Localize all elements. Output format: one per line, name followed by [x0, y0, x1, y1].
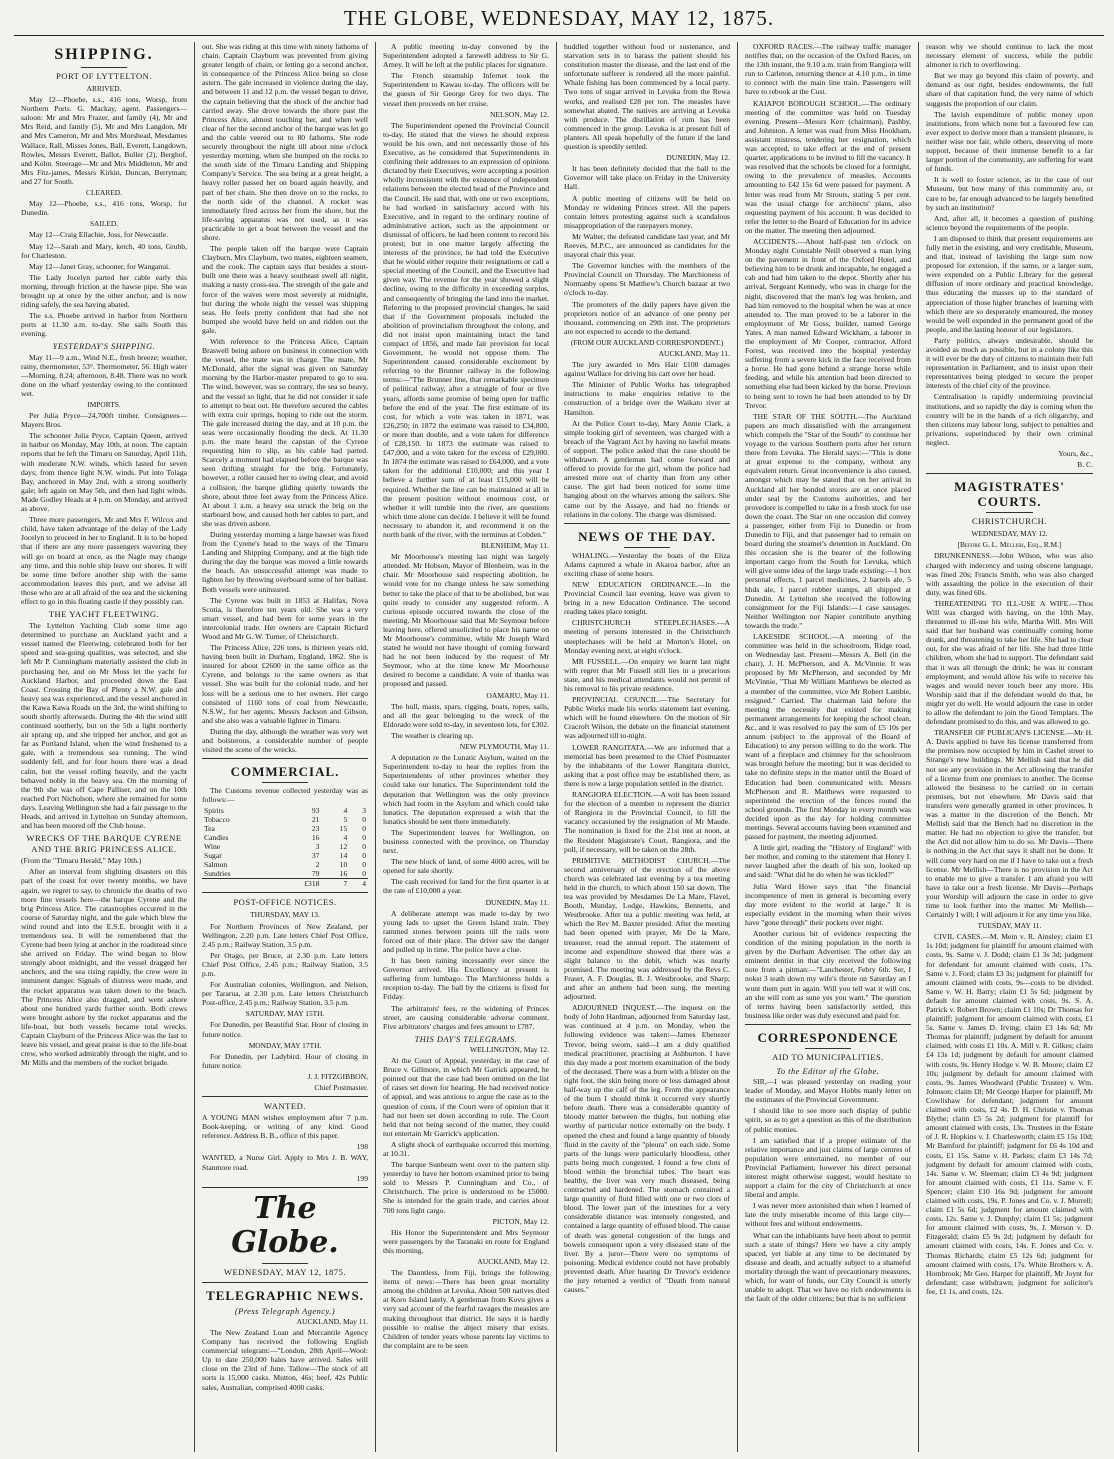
source-note: (From the "Timaru Herald," May 10th.) [21, 856, 142, 866]
courts-date: TUESDAY, MAY 11. [977, 921, 1042, 931]
classified-ad: A YOUNG MAN wishes employment after 7 p.m. Book-keeping, or writing of any kind. Good reference. Address B. B., office of this paper. [202, 1113, 368, 1141]
news-item: PROVINCIAL COUNCIL.—The Secretary for Public Works made his works statement last evening, which will be found elsewhere. On the motion of Sir Cracroft Wilson, the debate on the financial statement was adjourned till to-night. [564, 695, 730, 741]
table-total-row: £318 7 4 [202, 879, 368, 889]
column-2 [195, 42, 376, 1452]
article-paragraph: The cash received for land for the first quarter is at the rate of £10,000 a year. [383, 877, 549, 896]
article-paragraph: The Superintendent opened the Provincial Council to-day. He stated that the views he should express would be his own, and not necessarily those of his Executive, as he considered that Superintendents in confining their addresses to an expression of opinions dictated by their Executives, were accepting a position wholly inconsistent with the existence of independent relations between the elected head of the Province and the Council. He said that, with one or two exceptions, he had worked in satisfactory accord with his Executive, and in regard to the ordinary routine of administrative action, such as the appointment or dismissal of officers, he had been content to record his protest; but in one matter largely affecting the interests of the province, he had told the Executive that he would either require their resignations or call a special meeting of the Council, and the Executive had given way. The revenue for the year showed a slight decline, owing to the difficulty in exceeding surplus, and consequently of bringing the land into the market. Referring to the proposed provincial changes, he said that if the Government proposals included the abolition of provincialism throughout the colony, and did not insist upon maintaining intact the land compact of 1856, and made fair provision for local Government, he would not oppose them. The Superintendent caused considerable excitement by referring to the Brunner railway in the following terms:—"The Brunner line, that remarkable specimen of political railway, after a struggle of four or five years, affords some promise of being open for traffic before the end of the year. The first estimate of its cost, for which a vote was taken in 1871, was £26,250; in 1872 the estimate was raised to £34,800, or more than double, and a vote taken for difference of £28,150. In 1873 the estimate was raised to £47,000, and a vote taken for the excess of £29,000. In 1874 the estimate was raised to £64,000, and a vote taken for the additional £10,000; and this year I believe a further sum of at least £15,000 will be required. Whether the line can be maintained at all in the present position without enormous cost, or whether it will tumble into the river, are questions which time alone can decide. I believe it will be found necessary to abandon it, and recommend it on the north bank of the river, with the terminus at Cobden." [383, 120, 549, 539]
article-paragraph: It has been definitely decided that the ball to the Governor will take place on Friday in the University Hall. [564, 164, 730, 192]
divider [805, 1048, 851, 1049]
article-paragraph: The Lady Jocelyn parted her cable early this morning, through friction at the hawse pipe. She was brought up at once by the other anchor, and is now riding safely, the sea having abated. [21, 272, 187, 310]
article-paragraph: May 11—9 a.m., Wind N.E., fresh breeze; weather, rainy, thermometer, 53°. Thermometer, 56. High water—Morning, 8.24; afternoon, 8.48. There was no work done on the wharf yesterday owing to the continued wet. [21, 352, 187, 398]
court-case: TRANSFER OF PUBLICAN'S LICENSE.—Mr H. A. Davis applied to have his license transferred from the premises now occupied by him in Cashel street to Strange's new buildings. Mr Mellish said that he did not see any provision in the Act allowing the transfer of a license from one premises to another. The license allowed the business to be carried on in certain premises, but not elsewhere. Mr Davis said that transfers were generally granted in other provinces. It was a matter in the discretion of the Bench. Mr Mellish said that the Bench had no discretion in the matter. He had no objection to give the transfer, but the Act did not allow him to do so. Mr Davis—There is nothing in the Act that says it shall not be done. It will come very hard on me if I have to take out a fresh license. Mr Mellish—There is no provision in the Act to enable me to give a transfer. I am afraid you will have to take out a fresh license. Mr Davis—Perhaps your Worship will adjourn the case in order to give time to look further into the matter. Mr Mellish—Certainly I will; I will adjourn it for any time you like. [926, 728, 1093, 920]
telegraphic-sub: (Press Telegraph Agency.) [234, 1306, 336, 1316]
article-paragraph: Three more passengers, Mr and Mrs F. Wilcox and child, have taken advantage of the delay of the Lady Jocelyn to proceed in her to England. It is to be hoped that if there are any more passengers wavering they will go on board at once, as the Nagle may change any time, and this noble ship leave our shores. It will be some time before another ship with the same accommodation leaves this port, and we advise all those who are at all afraid of the sea and the sickening effect to go in this floating castle if they possibly can. [21, 515, 187, 606]
article-paragraph: The French steamship Infernet took the Superintendent to Kawau to-day. The officers will be the guests of Sir George Grey for two days. The vessel then proceeds on her cruise. [383, 71, 549, 108]
correspondence-heading: CORRESPONDENCE [757, 1029, 899, 1045]
letter-paragraph: I am disposed to think that present requirements are fully met in the existing, and very creditable, Museum, and that, instead of lavishing the large sum now proposed for extension, if the same, or a larger sum, were expended on a Public Library for the general diffusion of more ordinary and practical knowledge, thus educating the masses up to the standard of appreciation of those higher branches of learning with which there are so desperately enamoured, the money would be well expended in the permanent good of the people, and the lasting honour of our legislators. [926, 233, 1093, 334]
table-row: Sundries 79 16 0 [204, 869, 366, 879]
court-case: DRUNKENNESS.—John Wilson, who was also charged with indecency and using obscene language, was fined 20s; Francis Smith, who was also charged with assaulting the police in the execution of their duty, was fined 60s. [926, 551, 1093, 597]
news-item: A little girl, reading the "History of England" with her mother, and coming to the statement that Henry I. never laughed after the death of his son, looked up and said: "What did he do when he was tickled?" [745, 843, 911, 880]
article-paragraph: A slight shock of earthquake occurred this morning at 10.31. [383, 1139, 549, 1158]
table-row: Sugar 37 14 0 [204, 851, 366, 861]
article-paragraph: The Superintendent leaves for Wellington, on business connected with the province, on Thursday next. [383, 827, 549, 856]
globe-date: WEDNESDAY, MAY 12, 1875. [223, 1266, 347, 1277]
news-item: LAKESIDE SCHOOL.—A meeting of the committee was held in the schoolroom, Ridge road, on Wednesday last. Present—Messrs A. Bell (in the chair), J. H. McPherson, and A. McVinnie. It was proposed by Mr McPherson, and seconded by Mr McVinnie, "That Mr William Matthews be elected as a member of the committee, vice Mr Robert Lambie, resigned." Carried. The chairman laid before the meeting the necessity that existed for making permanent arrangements for keeping the school clean, &c, and it was resolved to pay the sum of £5 10s per annum (subject to the approval of the Board of Education) to any person willing to do the work. The want of a fireplace and chimney for the schoolroom was brought before the meeting; but it was decided to take no definite steps in the matter until the Board of Education had been communicated with. Messrs McPherson and R. Matthews were requested to superintend the erection of the fences round the school grounds. The first Monday in every month was decided upon as the day for holding committee meetings. Several accounts having been examined and passed for payment, the meeting adjourned. [745, 632, 911, 842]
letter-paragraph: I should like to see more such display of public spirit, so as to get a question as this of the distribution of public monies. [745, 1106, 911, 1134]
news-item: ADJOURNED INQUEST.—The inquest on the body of John Hardman, adjourned from Saturday last, was continued at 4 p.m. on Monday, when the following evidence was taken:—James Ebenezer Trevor, being sworn, said—I am a duly qualified medical practitioner, practising at Ashburton. I have this day made a post mortem examination of the body of the deceased. There was a burn with a blister on the right foot, the skin being more or less damaged about half-way up the calf of the leg. From the appearance of the burn I should think it occurred very shortly before death. There was a considerable quantity of bloody matter between the thighs, but nothing else worthy of particular notice externally on the body. I opened the chest and found a large quantity of bloody fluid in the cavity of the "pleura" on each side. Some parts of the lungs were particularly bloodless, other parts being much congested. I found a few clots of blood within the bronchial tubes. The heart was healthy, the liver was very much diseased, being contracted and hardened. The stomach contained a large quantity of fluid filled with one or two clots of blood. The lower part of the intestines for a very considerable distance was intensely congested, and contained a large quantity of effused blood. The cause of death was general congestion of the lungs and bowels consequent upon a very diseased state of the liver. By a juror—There were no symptoms of poisoning. Medical evidence could not have probably prevented death. After hearing Dr Trevor's evidence the jury returned a verdict of "Death from natural causes." [564, 1003, 730, 1295]
dateline: PICTON, May 12. [492, 1216, 549, 1226]
dateline: WELLINGTON, May 12. [469, 1044, 549, 1054]
table-row: Tea 23 15 0 [204, 824, 366, 834]
divider [564, 523, 730, 524]
signature-title: Chief Postmaster. [314, 1083, 368, 1092]
table-row: Wine 3 12 0 [204, 842, 366, 852]
cleared-entry: May 12—Phoebe, s.s., 416 tons, Worsp, for Dunedin. [21, 199, 187, 218]
divider [202, 758, 368, 759]
divider [262, 782, 308, 783]
columns [14, 42, 1104, 1452]
article-paragraph: After an interval from slighting disasters on this part of the coast for over twenty months, we have again, we regret to say, to chronicle the deaths of two more fine vessels here—the barque Cyrene and the brig Princess Alice. The catastrophes occurred in the course of Saturday night, and the gale which blew the wind round and into the E.S.E. brought with it a tremendous sea. It will be remembered that the Cyrene had been lying at anchor in the roadstead since she arrived on Friday. The wind began to blow strongly about midnight, and the vessel dragged her anchors, and the sea rising rapidly, the crew were in imminent danger. Signals of distress were made, and the rocket apparatus was taken down to the beach. The Princess Alice also dragged, and went ashore about one hundred yards further south. Both crews were brought ashore by the rocket apparatus and the life-boat, but both vessels became total wrecks. Captain Clayburn of the Princess Alice was the last to leave his vessel, and great praise is due to the life-boat crew, who worked admirably through the night, and to Mr Mills and the members of the rocket brigade. [21, 867, 187, 1068]
dateline: DUNEDIN, May 11. [485, 897, 549, 907]
article-paragraph: During yesterday morning a large hawser was fixed from the Cyrene's head to the ways of the Timaru Landing and Shipping Company, and at the high tide during the day the barque was moved a little towards the beach. An unsuccessful attempt was made to lighten her by throwing overboard some of her ballast. Both vessels were uninsured. [202, 529, 368, 594]
article-paragraph: The jury awarded to Mrs Hair £100 damages against Wallace for driving his cart over her head. [564, 360, 730, 379]
divider [202, 1096, 368, 1097]
news-item: CHRISTCHURCH STEEPLECHASES.—A meeting of persons interested in the Christchurch steeplechases will be held at Morton's Hotel, on Monday evening next, at eight o'clock. [564, 618, 730, 655]
letter-paragraph: The lavish expenditure of public money upon institutions, from which none but a favoured few can ever expect to derive more than a transient pleasure, is neither wise nor fair, while others, deserving of more support, because of their immense benefit to a far larger portion of the community, are suffering for want of funds. [926, 109, 1093, 174]
telegraphic-heading: TELEGRAPHIC NEWS. [206, 1287, 364, 1303]
post-date: THURSDAY, MAY 13. [250, 910, 320, 920]
article-paragraph: The Cyrene was built in 1853 at Halifax, Nova Scotia, is therefore ten years old. She was a very smart vessel, and had been for some years in the intercolonial trade. Her owners are Captain Richard Wood and Mr G. W. Turner, of Christchurch. [202, 595, 368, 641]
divider [624, 547, 670, 548]
article-paragraph: out. She was riding at this time with ninety fathoms of chain. Captain Clayburn was prevented from giving greater length of chain, or letting go a second anchor, in consequence of the Princess Alice being so close astern. The gale increased in violence during the day, and between 11 and 12 p.m. the vessel began to drive, the captain believing that the shock of the anchor had carried away. She drove towards the shore past the Princess Alice, almost touching her, and when well clear of her the second anchor of the barque was let go and the cable veered out to 80 fathoms. She rode securely throughout the night till about nine o'clock yesterday morning, when she bumped on the rocks to the south side of the Timaru Landing and Shipping Company's Service. The sea being at a great height, a heavy roller passed her on board again heavily, and part of her chain. She then drove on to the rocks, to the north side of the channel. A rocket was immediately fired across her from the shore, but the life-saving apparatus was not used, as it was practicable to get a boat between the vessel and the shore. [202, 42, 368, 242]
article-paragraph: For Northern Provinces of New Zealand, per Wellington, 2.20 p.m. Late letters Chief Post Office, 2.45 p.m.; Railway Station, 3.5 p.m. [202, 921, 368, 949]
arrived-entry: May 12—Phoebe, s.s., 416 tons, Worsp, from Northern Ports. G. Mackay, agent. Passengers—saloon: Mr and Mrs Frazer, and family (4), Mr and Mrs Reid, and family (5), Mr and Mrs Langdon, Mr and Mrs Cameron, Mr and Mrs Morshead, Mesdames Wallace, Rall, Misses Jones, Ball, Everett, Langdown, Rowles, Messrs Everett, Ballot, Buller (2), Berghof, and Kohn. Steerage—Mr and Mrs Middleton, Mr and Mrs Fitz-james, Messrs Kirkin, Duncan, Berryman; and 27 for South. [21, 95, 187, 186]
letter-paragraph: But we may go beyond this claim of poverty, and demand as our right, besides endowments, the full share of that capitation fund, the very name of which suggests the proportion of our claim. [926, 71, 1093, 108]
news-item: NEW EDUCATION ORDINANCE.—In the Provincial Council last evening, leave was given to bring in a new Education Ordinance. The second reading takes place tonight. [564, 579, 730, 617]
article-paragraph: The s.s. Phoebe arrived in harbor from Northern ports at 11.30 a.m. to-day. She sails South this evening. [21, 311, 187, 339]
dateline: AUCKLAND, May 11. [296, 1316, 368, 1326]
column-6 [919, 42, 1100, 1452]
globe-title: The Globe. [231, 1190, 339, 1260]
signature: Yours, &c., [1058, 449, 1093, 459]
classified-ad: WANTED, a Nurse Girl. Apply to Mrs J. B. WAY, Stanmore road. [202, 1153, 368, 1172]
divider [202, 892, 368, 893]
customs-table [202, 806, 368, 888]
article-paragraph: The new block of land, of some 4000 acres, will be opened for sale shortly. [383, 857, 549, 876]
table-row: Tobacco 21 5 0 [204, 815, 366, 825]
yesterday-heading: YESTERDAY'S SHIPPING. [52, 342, 156, 352]
article-paragraph: A deputation re the Lunatic Asylum, waited on the Superintendent to-day to hear the replies from the Superintendents of other provinces whether they could take our lunatics. The Superintendent told the deputation that Wellington was the only province which had room in the Asylum and which could take lunatics. The deputation expressed a wish that the lunatics should be sent there immediately. [383, 753, 549, 826]
article-paragraph: huddled together without food or sustenance, and starvation sets in to harass the patient should his constitution master the disease, and the last end of the unfortunate sufferer is rendered all the more painful. Whale fishing has been commenced by a local party. Two tons of sugar arrived in Levuka from the Rewa works, and realised £28 per ton. The measles have somewhat abated. The natives are arriving at Levuka with produce. The distillation of rum has been commenced in the group. Levuka is at present full of planters. All speak hopefully of the future if the land question is speedily settled. [564, 42, 730, 152]
sailed-entry: May 12—Craig Ellachie, Joss, for Newcastle. [29, 230, 169, 240]
article-paragraph: The promoters of the daily papers have given the proprietors notice of an advance of one penny per thousand, commencing on 29th inst. The proprietors are not expected to accede to the demand. [564, 299, 730, 336]
letter-paragraph: I am satisfied that if a proper estimate of the relative importance and just claims of large centres of population were entertained, no member of our Provincial Parliament, however his direct personal interest might otherwise suggest, would hesitate to support a claim for the city of Christchurch at once liberal and ample. [745, 1135, 911, 1200]
article-paragraph: The hull, masts, spars, rigging, boats, ropes, sails, and all the gear belonging to the wreck of the Eldorado were sold to-day, in seventeen lots, for £302. [383, 701, 549, 729]
ad-number: 198 [356, 1142, 368, 1152]
letter-paragraph: It is well to foster science, as in the case of our Museum, but how many of this community are, or care to be, far enough advanced to be largely benefited by such an institution? [926, 175, 1093, 212]
article-paragraph: For Dunedin, per Ladybird. Hour of closing in future notice. [202, 1051, 368, 1070]
post-date: MONDAY, MAY 17TH. [248, 1040, 322, 1050]
article-paragraph: The barque Sunbeam went over to the pattern slip yesterday to have her bottom examined prior to being sold to Messrs P. Cunningham and Co., of Christchurch. The price is understood to be £5000. She is intended for the grain trade, and carries about 700 tons light cargo. [383, 1160, 549, 1215]
article-paragraph: At the Court of Appeal, yesterday, in the case of Bruce v. Gillmore, in which Mr Garrick appeared, he pointed out that the case had been omitted on the list of cases set down for hearing. He had received notice of appeal, and was anxious to argue the case as to the question of costs, if the Court were of opinion that it had not been set down according to rule. The Court held that not being second of the matter, they could not entertain Mr Garrick's application. [383, 1056, 549, 1138]
dateline: BLENHEIM, May 11. [480, 541, 549, 551]
dateline: DUNEDIN, May 12. [666, 153, 730, 163]
dateline: OAMARU, May 11. [486, 690, 549, 700]
aid-heading: AID TO MUNICIPALITIES. [772, 1051, 884, 1062]
divider [81, 67, 127, 68]
news-item: LOWER RANGITATA.—We are informed that a memorial has been presented to the Chief Postmaster by the inhabitants of the Lower Rangitata district, asking that a post office may be established there, as there is now a large population settled in the district. [564, 742, 730, 788]
signature: B. C. [1077, 460, 1093, 470]
news-item: Another curious bit of evidence respecting the condition of the mining population in the north is given by the Durham Advertiser. The other day an eminent dentist in that city received the following note from a pitman:—"Lanchester, Febry 6th. Ser, I nokst 3 teath down my wife's throte on Saturday an I wunt them putt in again. Will you tell wat it will cos, an she will com as sune yes you want." The question of terms having been satisfactorily settled, this business like order was duly executed and paid for. [745, 929, 911, 1020]
table-row: Salmon 2 10 0 [204, 860, 366, 870]
column-3 [376, 42, 557, 1452]
article-paragraph: The arbitrators' fees, re the widening of Princes street, are causing considerable adverse comment. Five arbitrators' charges and fees amount to £787. [383, 1003, 549, 1031]
wanted-heading: WANTED. [264, 1101, 306, 1112]
divider [202, 1187, 368, 1188]
article-paragraph: The people taken off the barque were Captain Clayburn, Mrs Clayburn, two mates, eighteen seamen, and the cook. The captain says that besides a stout-built one there was a heavy southeast swell all night, making a nasty cross-sea. The strength of the gale and force of the waves were most severely at midnight, but during the whole night the vessel was shipping seas. He feels pretty confident that had she not bumped she would have held on and ridden out the gale. [202, 244, 368, 335]
sailed-entry: May 12—Janet Gray, schooner, for Wanganui. [29, 261, 171, 271]
news-item: ACCIDENTS.—About half-past ten o'clock on Monday night Constable Neill observed a man lying on the pavement in front of the Oxford Hotel, and believing him to be drunk and incapable, he engaged a cab and had him taken to the depot. Shortly after his arrival, Sergeant Kennedy, who was in charge for the night, discovered that the man's leg was broken, and had him removed to the hospital when he was at once attended to. The man proved to be a laborer in the employment of Mr Goss, builder, named George Yates. A man named Edward Wickham, a laborer in the employment of Mr Cooper, contractor, Alford Forest, was received into the hospital yesterday suffering from a severe kick in the face received from a horse. He had gone behind a strange horse while feeding, and while his attention had been directed to something else had been kicked by the horse. Previous to being sent to town he had been attended to by Dr Trevor. [745, 236, 911, 410]
article-paragraph: At the Police Court to-day, Mary Annie Clark, a simple looking girl of seventeen, was charged with a breach of the Vagrant Act by having no lawful means of support. The police asked that the case should be withdrawn. A gentleman had come forward and offered to provide for the girl, whom the police had arrested more out of charity than from any other cause. The girl had been noticed for some time hanging about on the wharves among the sailors. She came out by the Assaye, and had no friends or relations in the colony. The charge was dismissed. [564, 418, 730, 519]
yacht-heading: THE YACHT FLEETWING. [48, 609, 160, 620]
courts-heading: MAGISTRATES' COURTS. [954, 479, 1065, 510]
article-paragraph: The Governor lunches with the members of the Provincial Council on Thursday. The Marchioness of Normanby opens St Matthew's Church bazaar at two o'clock to-day. [564, 261, 730, 298]
letter-paragraph: And, after all, it becomes a question of pushing science beyond the requirements of the people. [926, 213, 1093, 232]
news-item: RANGIORA ELECTION.—A writ has been issued for the election of a member to represent the district of Rangiora in the Provincial Council, to fill the vacancy occasioned by the resignation of Mr Maude. The nomination is fixed for the 21st inst at noon, at the Resident Magistrate's Court, Rangiora, and the poll, if necessary, will be taken on the 28th. [564, 790, 730, 854]
commercial-heading: COMMERCIAL. [230, 764, 340, 780]
news-heading: NEWS OF THE DAY. [578, 528, 716, 544]
article-paragraph: Mr Moorhouse's meeting last night was largely attended. Mr Hobson, Mayor of Blenheim, was in the chair. Mr Moorhouse said respecting abolition, he would vote for no change unless he saw something better to take the place of that to be abolished, but was quite ready to consider any suggested reform. A curious episode occurred towards the close of the meeting. Mr Moorhouse said that Mr Seymour before leaving here, offered unsolicited to place his name on Mr Moorhouse's committee, while Mr Joseph Ward stated he would not have thought of coming forward had he not been induced by the request of Mr Seymour, who at the time knew Mr Moorhouse desired to become a candidate. A vote of thanks was proposed and passed. [383, 552, 549, 689]
article-paragraph: A public meeting of citizens will be held on Monday re widening Princes street. All the papers contain letters protesting against such a scandalous misappropriation of the ratepayers money. [564, 193, 730, 230]
article-paragraph: With reference to the Princess Alice, Captain Braswell being ashore on business in connection with the vessel, the mate was in charge. The mate, Mr McDonald, after the signal was given on Saturday morning by the Harbor-master prepared to go to sea. The wind, however, was so contrary, the sea so heavy, and the vessel so light, that he did not consider it safe to attempt to beat out. He therefore secured the cables with extra coir springs, hoping to ride out the storm. The gale increased during the day, and at 10 p.m. the seas were occasionally flooding the deck. At 11.30 p.m. the mate heard the capstan of the Cyrene requesting him to slip, as his cable had parted. Scarcely a moment had elapsed before the barque was seen drifting straight for the brig. Fortunately, however, a roller caused her to swing clear, and avoid a collision, the barque gliding quietly towards the shore, about three feet away from the Princess Alice. At about 1 a.m. a heavy sea struck the brig on the starboard bow, and caused both her cables to part, and she was driven ashore. [202, 337, 368, 528]
news-item: PRIMITIVE METHODIST CHURCH.—The second anniversary of the erection of the above church was celebrated last evening by a tea meeting held in the church, to which about 150 sat down. The tea was provided by Mesdames De La Mare, Flavel, Booth, Munday, Lodge, Hawkins, Bennetts, and Westbrooke. After tea a public meeting was held, at which the Rev M. Baxter presided. After the meeting had been opened with prayer, Mr De la Mare, treasurer, read the annual report. The statement of income and expenditure showed that there was a slight balance to the debit, which was nearly promised. The meeting was addressed by the Revs C. Fraser, A. F. Douglas, B. J. Westbrooke, and Sharp; and after an anthem had been sung, the meeting adjourned. [564, 855, 730, 1002]
column-1 [14, 42, 195, 1452]
letter-paragraph: I was never more astonished than when I learned of late the truly miserable income of this large city—without fees and without endowments. [745, 1201, 911, 1229]
letter-paragraph: Party politics, always undesirable, should be avoided as much as possible, but in a colony like this it will ever be the duty of citizens to maintain their full representation in Parliament, and to insist upon their representatives being pledged to secure the proper interests of the chief city of the province. [926, 335, 1093, 391]
article-paragraph: A deliberate attempt was made to-day by two young lads to upset the Green Island train. They rammed stones between points till the rails were forced out of their place. The driver saw the danger and pulled up in time. The police have a clue. [383, 908, 549, 954]
article-paragraph: It has been raining incessantly ever since the Governor arrived. His Excellency at present is suffering from lumbago. The Marchioness holds a reception to-day. The ball by the citizens is fixed for Friday. [383, 956, 549, 1002]
table-row: Spirits 93 4 3 [204, 806, 366, 816]
news-item: MR FUSSELL.—On enquiry we learnt last night with regret that Mr Fussell still lies in a precarious state, and his medical attendants would not permit of his removal to his private residence. [564, 656, 730, 693]
news-item: KAIAPOI BOROUGH SCHOOL.—The ordinary meeting of the committee was held on Tuesday evening. Present—Messrs Kerr (chairman), Pashby, and Johnston. A letter was read from Miss Hookham, assistant mistress, tendering her resignation, which was accepted, to take effect at the end of present quarter, applications to be invited to fill the vacancy. It was resolved that the schools be closed for a fortnight, owing to the prevalence of measles. Accounts amounting to £42 15s 6d were passed for payment. A letter was read from Mr Strouts, stating 5 per cent. was the usual charge for architects' plans, also requesting payment of his account. It was decided to refer the letter to the Board of Education for its advice on the matter. The meeting then adjourned. [745, 98, 911, 235]
article-paragraph: The Customs revenue collected yesterday was as follows:— [202, 786, 368, 805]
article-paragraph: The weather is clearing up. [391, 730, 474, 740]
article-paragraph: During the day, although the weather was very wet and boisterous, a considerable number of people visited the scene of the wrecks. [202, 726, 368, 755]
correspondent-heading: (FROM OUR AUCKLAND CORRESPONDENT.) [570, 337, 724, 347]
article-paragraph: The New Zealand Loan and Mercantile Agency Company has received the following English commercial telegram:—"London, 28th April—Wool: Up to date 250,000 bales have arrived. Sales will close on the 23rd of June. Tallow—The stock of all sorts is 15,000 casks. Mutton, 46s; beef, 42s Public sales, Australian, comprised 4000 casks. [202, 1327, 368, 1392]
post-date: SATURDAY, MAY 15TH. [245, 1009, 325, 1019]
imports-label: IMPORTS. [87, 400, 121, 409]
courts-date: WEDNESDAY, MAY 12. [971, 529, 1048, 539]
dateline: NELSON, May 12. [489, 109, 549, 119]
court-case: THREATENING TO ILL-USE A WIFE.—Thos Will was charged with having, on the 10th May, threatened to ill-use his wife, Martha Will. Mrs Will said that her husband was continually coming home drunk, and threatening to take her life. She had to clear out, for she was afraid of her life. She had three little children, whom she had to support. The defendant said that it was all through the drink; he was in constant employment, and would allow his wife to receive his wages and would never touch beer any more. His Worship said that if the defendant would do that, he might yet do well. He would adjourn the case in order to allow the defendant to join the Good Templars. The defendant promised to do this, and was allowed to go. [926, 598, 1093, 727]
article-paragraph: For Australian colonies, Wellington, and Nelson, per Tararua, at 2.30 p.m. Late letters Christchurch Post-office, 2.45 p.m.; Railway Station, 3.5 p.m. [202, 980, 368, 1008]
sailed-entry: May 12—Sarah and Mary, ketch, 40 tons, Grubb, for Charleston. [21, 241, 187, 260]
sailed-label: SAILED. [89, 219, 119, 229]
article-paragraph: A public meeting to-day convened by the Superintendent adopted a farewell address to Sir G. Arney. It will be left at the public places for signature. [383, 42, 549, 70]
post-office-heading: POST-OFFICE NOTICES. [233, 897, 337, 908]
article-paragraph: For Dunedin, per Beautiful Star. Hour of closing in future notice. [202, 1020, 368, 1039]
letter-paragraph: Centralisation is rapidly undermining provincial institutions, and so rapidly the day is coming when the country will be in the hands of a rich oligarchy, and then citizens may labour long, subject to penalties and privations, superinduced by their own criminal neglect. [926, 392, 1093, 447]
letter-paragraph: SIR,—I was pleased yesterday on reading your leader of Monday, and Mayor Hobbs manly letter on the estimates of the Provincial Government. [745, 1077, 911, 1105]
letter-paragraph: reason why we should continue to lack the most necessary element of success, while the public almoner is rich to overflowing. [926, 42, 1093, 70]
divider [986, 512, 1033, 513]
article-paragraph: The Lyttelton Yachting Club some time ago determined to purchase an Auckland yacht and a vessel named the Fleetwing, celebrated both for her speed and sea-going qualities, was selected, and she left Mr P. Cunningham materially assisted the club in purchasing her, and on Mr Moss let the yacht for Auckland Harbor, and proceeded down the East Coast. Crossing the Bay of Plenty a N.W. gale and heavy sea was experienced, and the vessel anchored in the Kawa Kawa Roads on the 3rd, the wind shifting to south shortly afterwards. During the 4th the wind still continued southerly, but on the 5th a light northerly air sprang up, and she tripped her anchor, and got as far as Portland Island, when the wind freshened to a gale, with a tremendous sea running. The wind suddenly fell, and for four hours there was a dead calm, but the vessel rolling heavily, and the yacht behaved nobly in the heavy sea. On the morning of the 9th she was off Cape Palliser, and on the 10th reached Port Nicholson, where she remained for some days. Leaving Wellington she had a fair passage to the Heads, and arrived in Lyttelton on Sunday afternoon, and has been moored off the Club house. [21, 621, 187, 831]
port-heading: PORT OF LYTTELTON. [55, 71, 153, 81]
wrecks-heading: WRECKS OF THE BARQUE CYRENE AND THE BRIG PRINCESS ALICE. [26, 833, 182, 855]
news-item: WHALING.—Yesterday the boats of the Eliza Adams captured a whale in Akaroa harbor, after an exciting chase of some hours. [564, 550, 730, 578]
article-paragraph: The Dauntless, from Fiji, brings the following items of news:—There has been great mortality among the children at Levuka. About 500 natives died at Koro Island lately. A gentleman from Kovu gives a very sad account of the fearful ravages the measles are making throughout that district. He says it is hardly possible to realise the abject misery that exists. Children of tender years whose parents lay victims to the complaint are to be seen [383, 1268, 549, 1350]
divider [202, 1282, 368, 1283]
letter-paragraph: What can the inhabitants have been about to permit such a state of things? Here we have a city amply spaced, yet liable at any time to be decimated by disease and death, and actually subject to a shameful mortality through the want of precautionary measures, which, for want of funds, our City Council is utterly unable to adopt. That we have no rich endowments is the fault of the older citizens; but that is no sufficient [745, 1230, 911, 1304]
article-paragraph: Mr Walter, the defeated candidate last year, and Mr Reeves, M.P.C., are announced as candidates for the mayoral chair this year. [564, 231, 730, 260]
article-paragraph: The Minister of Public Works has telegraphed instructions to make enquiries relative to the construction of a bridge over the Waikato river at Hamilton. [564, 380, 730, 417]
article-paragraph: His Honor the Superintendent and Mrs Seymour were passengers by the Taranaki en route for England this morning. [383, 1227, 549, 1255]
telegrams-heading: THIS DAY'S TELEGRAMS. [414, 1034, 518, 1044]
table-row: Candles 16 4 0 [204, 833, 366, 843]
courts-before: [Before G. L. Mellish, Esq., R.M.] [957, 540, 1062, 550]
courts-place: CHRISTCHURCH. [971, 516, 1048, 527]
divider [262, 1263, 308, 1264]
masthead: THE GLOBE, WEDNESDAY, MAY 12, 1875. [14, 6, 1104, 36]
signature: J. J. FITZGIBBON, [307, 1071, 368, 1081]
court-case: CIVIL CASES.—M. Mein v. R. Ainsley; claim £1 1s 10d; judgment for plaintiff for amount claimed with costs, 9s. Same v. J. Dodd; claim £1 3s 3d; judgment for defendant for amount claimed with costs, 17s. Same v. J. Ford; claim £3 3s; judgment for plaintiff for amount claimed with costs, 9s—costs to be divided. Same v. W. H. Barry; claim £1 5s 6d; judgment by default for amount claimed with costs, 9s. S. A. Patrick v. Robert Brown; claim £1 10s; Dr Thomas for plaintiff; judgment for amount claimed with costs, £1 5s. Same v. James D. Irving; claim £3 14s 6d; Mr Thomas for plaintiff; judgment by default for amount claimed, with costs £1 10s. A. Mill v. R. Gilkes; claim £4 13s 1d; judgment by default for amount claimed with costs, 9s. Henry Hodge v. W. B. Moore; claim £2 10s; judgment by default for amount claimed with costs, 9s. James Woodward (Public Trustee) v. Wm. Johnson; claim £8; Mr George Harper for plaintiff, Mr Cowlishaw for defendant; judgment for amount claimed with costs, £2 4s. D. H. Christie v. Thomas Blythe; claim £5 5s 2d; judgment for plaintiff for amount claimed with costs, 13s. Trustees in the Estate of J. R. Hopkins v. J. Charlesworth; claim £5 15s 10d; Mr Bamford for plaintiff; judgment for £6 4s 10d and costs, £1 15s. Same v. H. Parkes; claim £3 14s 7d; judgment by default for amount claimed with costs, 14s. Same v. W. Sleeman; claim £3 4s 9d; judgment for amount claimed with costs, £1 11s. Same v. F. Spencer; claim £10 16s 9d; judgment for amount claimed with costs, 19s. P. Jones and Co. v. J. Morrell; claim £1 5s 6d; judgment for amount claimed with costs, 12s. Same v. J. Dunphy; claim £1 5s; judgment for amount claimed with costs, 9s. J. Merson v. D. Fitzgerald; claim £5 9s 2d; judgment by default for amount claimed with costs, 14s. F. Jones and Co. v. Thomas Richards; claim £5 12s 6d; judgment for amount claimed with costs, 17s. White Brothers v. A. Hornbrook; Mr Geo. Harper for plaintiff, Mr Joynt for defendant; case withdrawn; judgment for solicitor's fee, £1 1s, and costs, 12s. [926, 932, 1093, 1296]
cleared-label: CLEARED. [86, 188, 122, 198]
ad-number: 199 [356, 1173, 368, 1183]
article-paragraph: Per Julia Pryce—24,700ft timber. Consignees—Mayers Bros. [21, 411, 187, 430]
dateline: AUCKLAND, May 11. [658, 349, 730, 358]
news-item: THE STAR OF THE SOUTH.—The Auckland papers are much dissatisfied with the arrangement which compels the "Star of the South" to continue her voyage to the various Southern ports after her return there from Levuka. The Herald says:—"This is done at great expense to the company, without any equivalent return. Great inconvenience is also caused, amongst which may be stated that on her arrival in Auckland all her bonded stores are at once placed under seal by the Customs authorities, and her provedore is compelled to take in a fresh stock for use down the coast. The Star on one occasion did convey a passenger, either from Fiji to Dunedin or from Dunedin to Fiji, and that passenger had to remain on board during the steamer's detention in Auckland. On this occasion she is the bearer of the following important cargo from the South for Levuka, which will give some idea of the large trade existing:—1 box personal effects, 1 parcel medicines, 2 barrels ale, 5 hhds ale, 1 parcel rubber stamps, all shipped at Dunedin. At Lyttelton she received the following consignment for the Fiji Islands:—1 case sausages. Neither Wellington nor Napier contribute anything towards the trade." [745, 411, 911, 630]
divider [926, 473, 1093, 474]
shipping-heading: SHIPPING. [54, 46, 154, 63]
news-item: OXFORD RACES.—The railway traffic manager notifies that, on the occasion of the Oxford Races, on the 13th instant, the 9.10 a.m. train from Rangiora will run to Carleton, returning thence at 4.10 p.m., in time to connect with the main line train. Passengers will have to rebook at the Cust. [745, 42, 911, 97]
to-editor: To the Editor of the Globe. [776, 1066, 880, 1076]
dateline: AUCKLAND, May 12. [477, 1257, 549, 1266]
article-paragraph: The Princess Alice, 226 tons, is thirteen years old, having been built in Durham, England, 1862. She is insured for about £2600 in the same office as the Cyrene, and belongs to the same owners as that vessel. She was built for the colonial trade, and her loss will be a serious one to her owners. Her cargo consisted of 1160 tons of coal from Newcastle, N.S.W., for her agents, Messrs Jackson and Gibson, and she also was a valuable lighter in Timaru. [202, 643, 368, 725]
article-paragraph: Per Otago, per Bruce, at 2.30 p.m. Late letters Chief Post Office, 2.45 p.m.; Railway Station, 3.5 p.m. [202, 950, 368, 978]
column-4 [557, 42, 738, 1452]
dateline: NEW PLYMOUTH, May 11. [459, 742, 549, 752]
column-5 [738, 42, 919, 1452]
divider [745, 1024, 911, 1025]
article-paragraph: The schooner Julia Pryce, Captain Queen, arrived in harbor on Monday, May 10th, at noon. The captain reports that he left the Timaru on Saturday, April 11th, with moderate N.W. winds, which lasted for seven days; from thence light N.W. winds. Put into Tolaga Bay, anchored in May 2nd, with a strong southerly gale; left again on May 5th, and then had light winds. Made Godley Heads at 4 p.m. on Monday, and arrived as above. [21, 431, 187, 514]
arrived-label: ARRIVED. [86, 84, 122, 93]
news-item: Julia Ward Howe says that "the financial incompetence of men in general is becoming every day more evident to the world at large." It is especially evident in the morning when their wives have "gone through" their pockets over night. [745, 881, 911, 927]
